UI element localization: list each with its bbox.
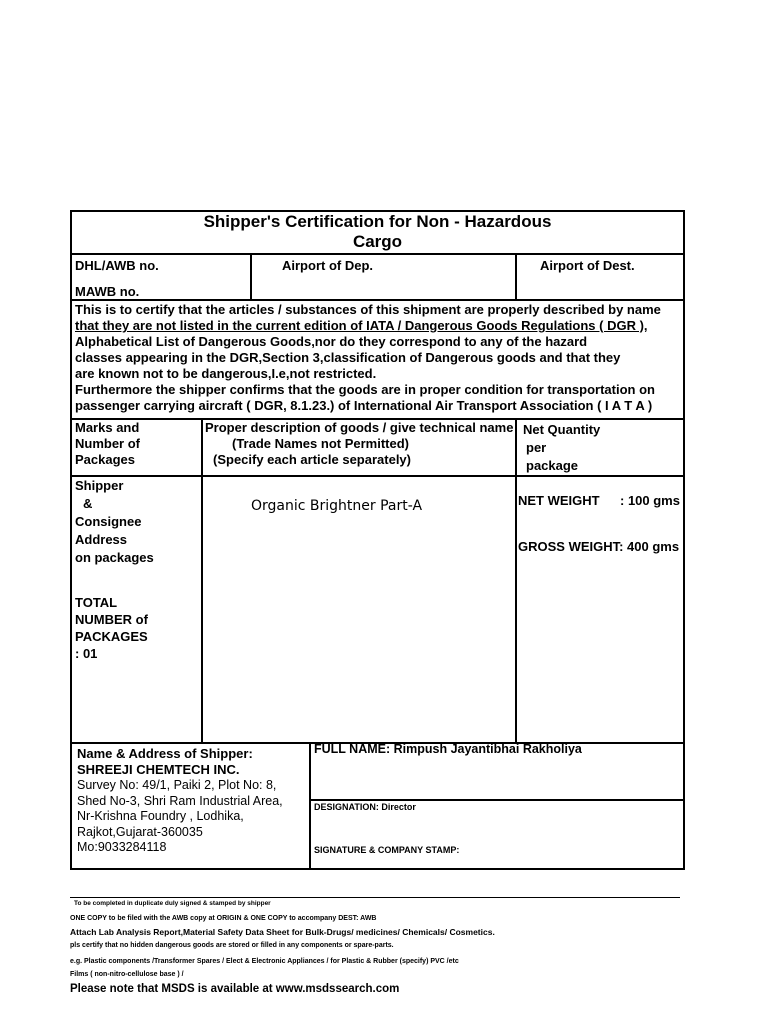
- divider: [70, 299, 685, 301]
- net-quantity-header: [523, 421, 600, 475]
- total-packages-line: PACKAGES: [75, 629, 148, 644]
- gross-weight: GROSS WEIGHT: 400 gms: [518, 539, 680, 554]
- awb-label: DHL/AWB no.: [75, 258, 159, 273]
- airport-dest-label: Airport of Dest.: [540, 258, 635, 273]
- divider: [309, 742, 311, 870]
- divider: [515, 418, 517, 744]
- total-packages-line: : 01: [75, 646, 98, 661]
- certification-line: Alphabetical List of Dangerous Goods,nor do they correspond to any of the hazard: [75, 334, 588, 349]
- full-name: FULL NAME: Rimpush Jayantibhai Rakholiya: [314, 742, 582, 756]
- shipper-consignee-line: Shipper: [75, 478, 124, 493]
- description-header-line: (Specify each article separately): [213, 452, 411, 467]
- net-quantity-header-line: per: [526, 440, 547, 455]
- shipper-company: SHREEJI CHEMTECH INC.: [77, 762, 240, 777]
- certification-line: Furthermore the shipper confirms that the goods are in proper condition for transportation on: [75, 382, 655, 397]
- total-packages-line: NUMBER of: [75, 612, 148, 627]
- footer-note: ONE COPY to be filed with the AWB copy at ORIGIN & ONE COPY to accompany DEST: AWB: [70, 915, 377, 922]
- shipper-address-line: Mo:9033284118: [77, 840, 167, 854]
- mawb-label: MAWB no.: [75, 284, 140, 299]
- divider: [309, 799, 685, 801]
- net-weight-value: : 100 gms: [620, 493, 680, 508]
- divider: [250, 253, 252, 299]
- footer-note: pls certify that no hidden dangerous goods are stored or filled in any components or spare-parts.: [70, 942, 394, 949]
- form-title-line2: Cargo: [352, 232, 403, 251]
- marks-header-line: Marks and: [75, 420, 140, 435]
- shipper-address: [77, 778, 283, 856]
- shipper-consignee-line: on packages: [75, 550, 154, 565]
- footer-note: Films ( non-nitro-cellulose base ) /: [70, 971, 184, 978]
- certification-line: passenger carrying aircraft ( DGR, 8.1.23.) of International Air Transport Association ( I A T A ): [75, 398, 653, 413]
- marks-header-line: Packages: [75, 452, 135, 467]
- shipper-consignee-line: Address: [75, 532, 128, 547]
- shipper-address-line: Nr-Krishna Foundry , Lodhika,: [77, 809, 244, 823]
- certification-line: are known not to be dangerous,I.e,not restricted.: [75, 366, 377, 381]
- form-title-line1: Shipper's Certification for Non - Hazardous: [203, 212, 552, 231]
- description-header: [205, 420, 513, 468]
- certification-line: This is to certify that the articles / substances of this shipment are properly described by name: [75, 302, 661, 317]
- shipper-consignee-line: &: [83, 496, 93, 511]
- net-quantity-header-line: Net Quantity: [523, 422, 601, 437]
- divider: [70, 253, 685, 255]
- certification-line: classes appearing in the DGR,Section 3,classification of Dangerous goods and that they: [75, 350, 621, 365]
- msds-note: Please note that MSDS is available at www.msdssearch.com: [70, 983, 400, 995]
- shipper-address-line: Rajkot,Gujarat-360035: [77, 824, 203, 839]
- net-weight-label: NET WEIGHT: [518, 493, 600, 508]
- form-title: [72, 212, 683, 252]
- goods-description: Organic Brightner Part-A: [251, 498, 423, 514]
- description-header-line: (Trade Names not Permitted): [232, 436, 409, 451]
- certification-line: that they are not listed in the current edition of IATA / Dangerous Goods Regulations ( DGR ),: [75, 318, 648, 333]
- signature-stamp: SIGNATURE & COMPANY STAMP:: [314, 845, 460, 855]
- designation: DESIGNATION: Director: [314, 802, 416, 812]
- shipper-address-line: Survey No: 49/1, Paiki 2, Plot No: 8,: [77, 778, 277, 792]
- airport-dep-label: Airport of Dep.: [282, 258, 373, 273]
- net-quantity-header-line: package: [526, 458, 579, 473]
- marks-header-line: Number of: [75, 436, 140, 451]
- divider: [515, 253, 517, 299]
- footer-note: To be completed in duplicate duly signed & stamped by shipper: [74, 900, 271, 907]
- shipper-consignee-label: [75, 477, 154, 567]
- marks-header: [75, 420, 140, 468]
- shipper-heading: Name & Address of Shipper:: [77, 746, 253, 761]
- footer-note: e.g. Plastic components /Transformer Spares / Elect & Electronic Appliances / for Plastic & Rubber (specify) PVC /etc: [70, 958, 459, 965]
- total-packages-line: TOTAL: [75, 595, 118, 610]
- divider: [201, 418, 203, 744]
- divider: [70, 475, 685, 477]
- footer-note: Attach Lab Analysis Report,Material Safety Data Sheet for Bulk-Drugs/ medicines/ Chemicals/ Cosmetics.: [70, 927, 495, 937]
- shipper-consignee-line: Consignee: [75, 514, 142, 529]
- shipper-address-line: Shed No-3, Shri Ram Industrial Area,: [77, 793, 283, 808]
- footer-rule: [70, 897, 680, 898]
- description-header-line: Proper description of goods / give technical name: [205, 420, 514, 435]
- total-packages-label: [75, 594, 148, 662]
